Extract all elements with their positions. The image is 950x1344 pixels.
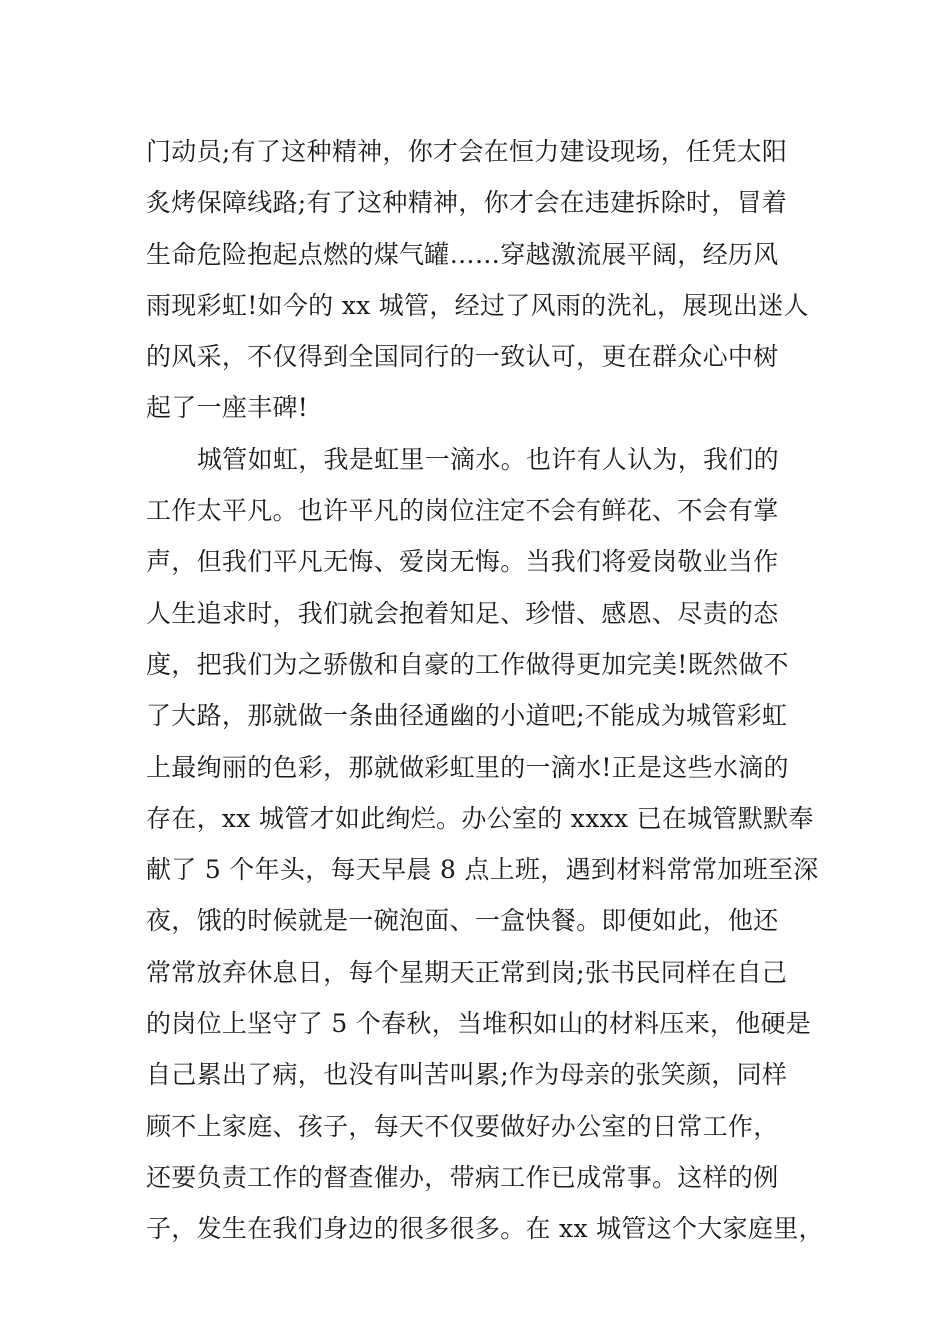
body-text: [146, 126, 826, 1255]
text-line: 工作太平凡。也许平凡的岗位注定不会有鲜花、不会有掌: [146, 496, 779, 526]
text-line: 炙烤保障线路;有了这种精神，你才会在违建拆除时，冒着: [146, 188, 788, 218]
text-line: 夜，饿的时候就是一碗泡面、一盒快餐。即便如此，他还: [146, 906, 779, 936]
text-line: 常常放弃休息日，每个星期天正常到岗;张书民同样在自己: [146, 957, 788, 987]
text-line: 的风采，不仅得到全国同行的一致认可，更在群众心中树: [146, 342, 779, 372]
text-line: 人生追求时，我们就会抱着知足、珍惜、感恩、尽责的态: [146, 598, 779, 628]
text-line: 还要负责工作的督查催办，带病工作已成常事。这样的例: [146, 1162, 779, 1192]
text-line: 献了 5 个年头，每天早晨 8 点上班，遇到材料常常加班至深: [146, 855, 819, 885]
text-line: 顾不上家庭、孩子，每天不仅要做好办公室的日常工作，: [146, 1111, 779, 1141]
text-line: 声，但我们平凡无悔、爱岗无悔。当我们将爱岗敬业当作: [146, 547, 779, 577]
text-line: 的岗位上坚守了 5 个春秋，当堆积如山的材料压来，他硬是: [146, 1009, 812, 1039]
text-line: 自己累出了病，也没有叫苦叫累;作为母亲的张笑颜，同样: [146, 1060, 788, 1090]
text-line: 存在，xx 城管才如此绚烂。办公室的 xxxx 已在城管默默奉: [146, 803, 814, 833]
text-line: 度，把我们为之骄傲和自豪的工作做得更加完美!既然做不: [146, 649, 789, 679]
text-line: 门动员;有了这种精神，你才会在恒力建设现场，任凭太阳: [146, 137, 788, 166]
text-line: 生命危险抱起点燃的煤气罐……穿越激流展平阔，经历风: [146, 239, 779, 269]
text-line: 雨现彩虹!如今的 xx 城管，经过了风雨的洗礼，展现出迷人: [146, 290, 809, 320]
text-line: 上最绚丽的色彩，那就做彩虹里的一滴水!正是这些水滴的: [146, 752, 789, 782]
text-line: 起了一座丰碑!: [146, 393, 309, 423]
text-line: 了大路，那就做一条曲径通幽的小道吧;不能成为城管彩虹: [146, 701, 788, 731]
paragraph-start-line: 城管如虹，我是虹里一滴水。也许有人认为，我们的: [197, 444, 779, 474]
text-line: 子，发生在我们身边的很多很多。在 xx 城管这个大家庭里，: [146, 1214, 824, 1244]
